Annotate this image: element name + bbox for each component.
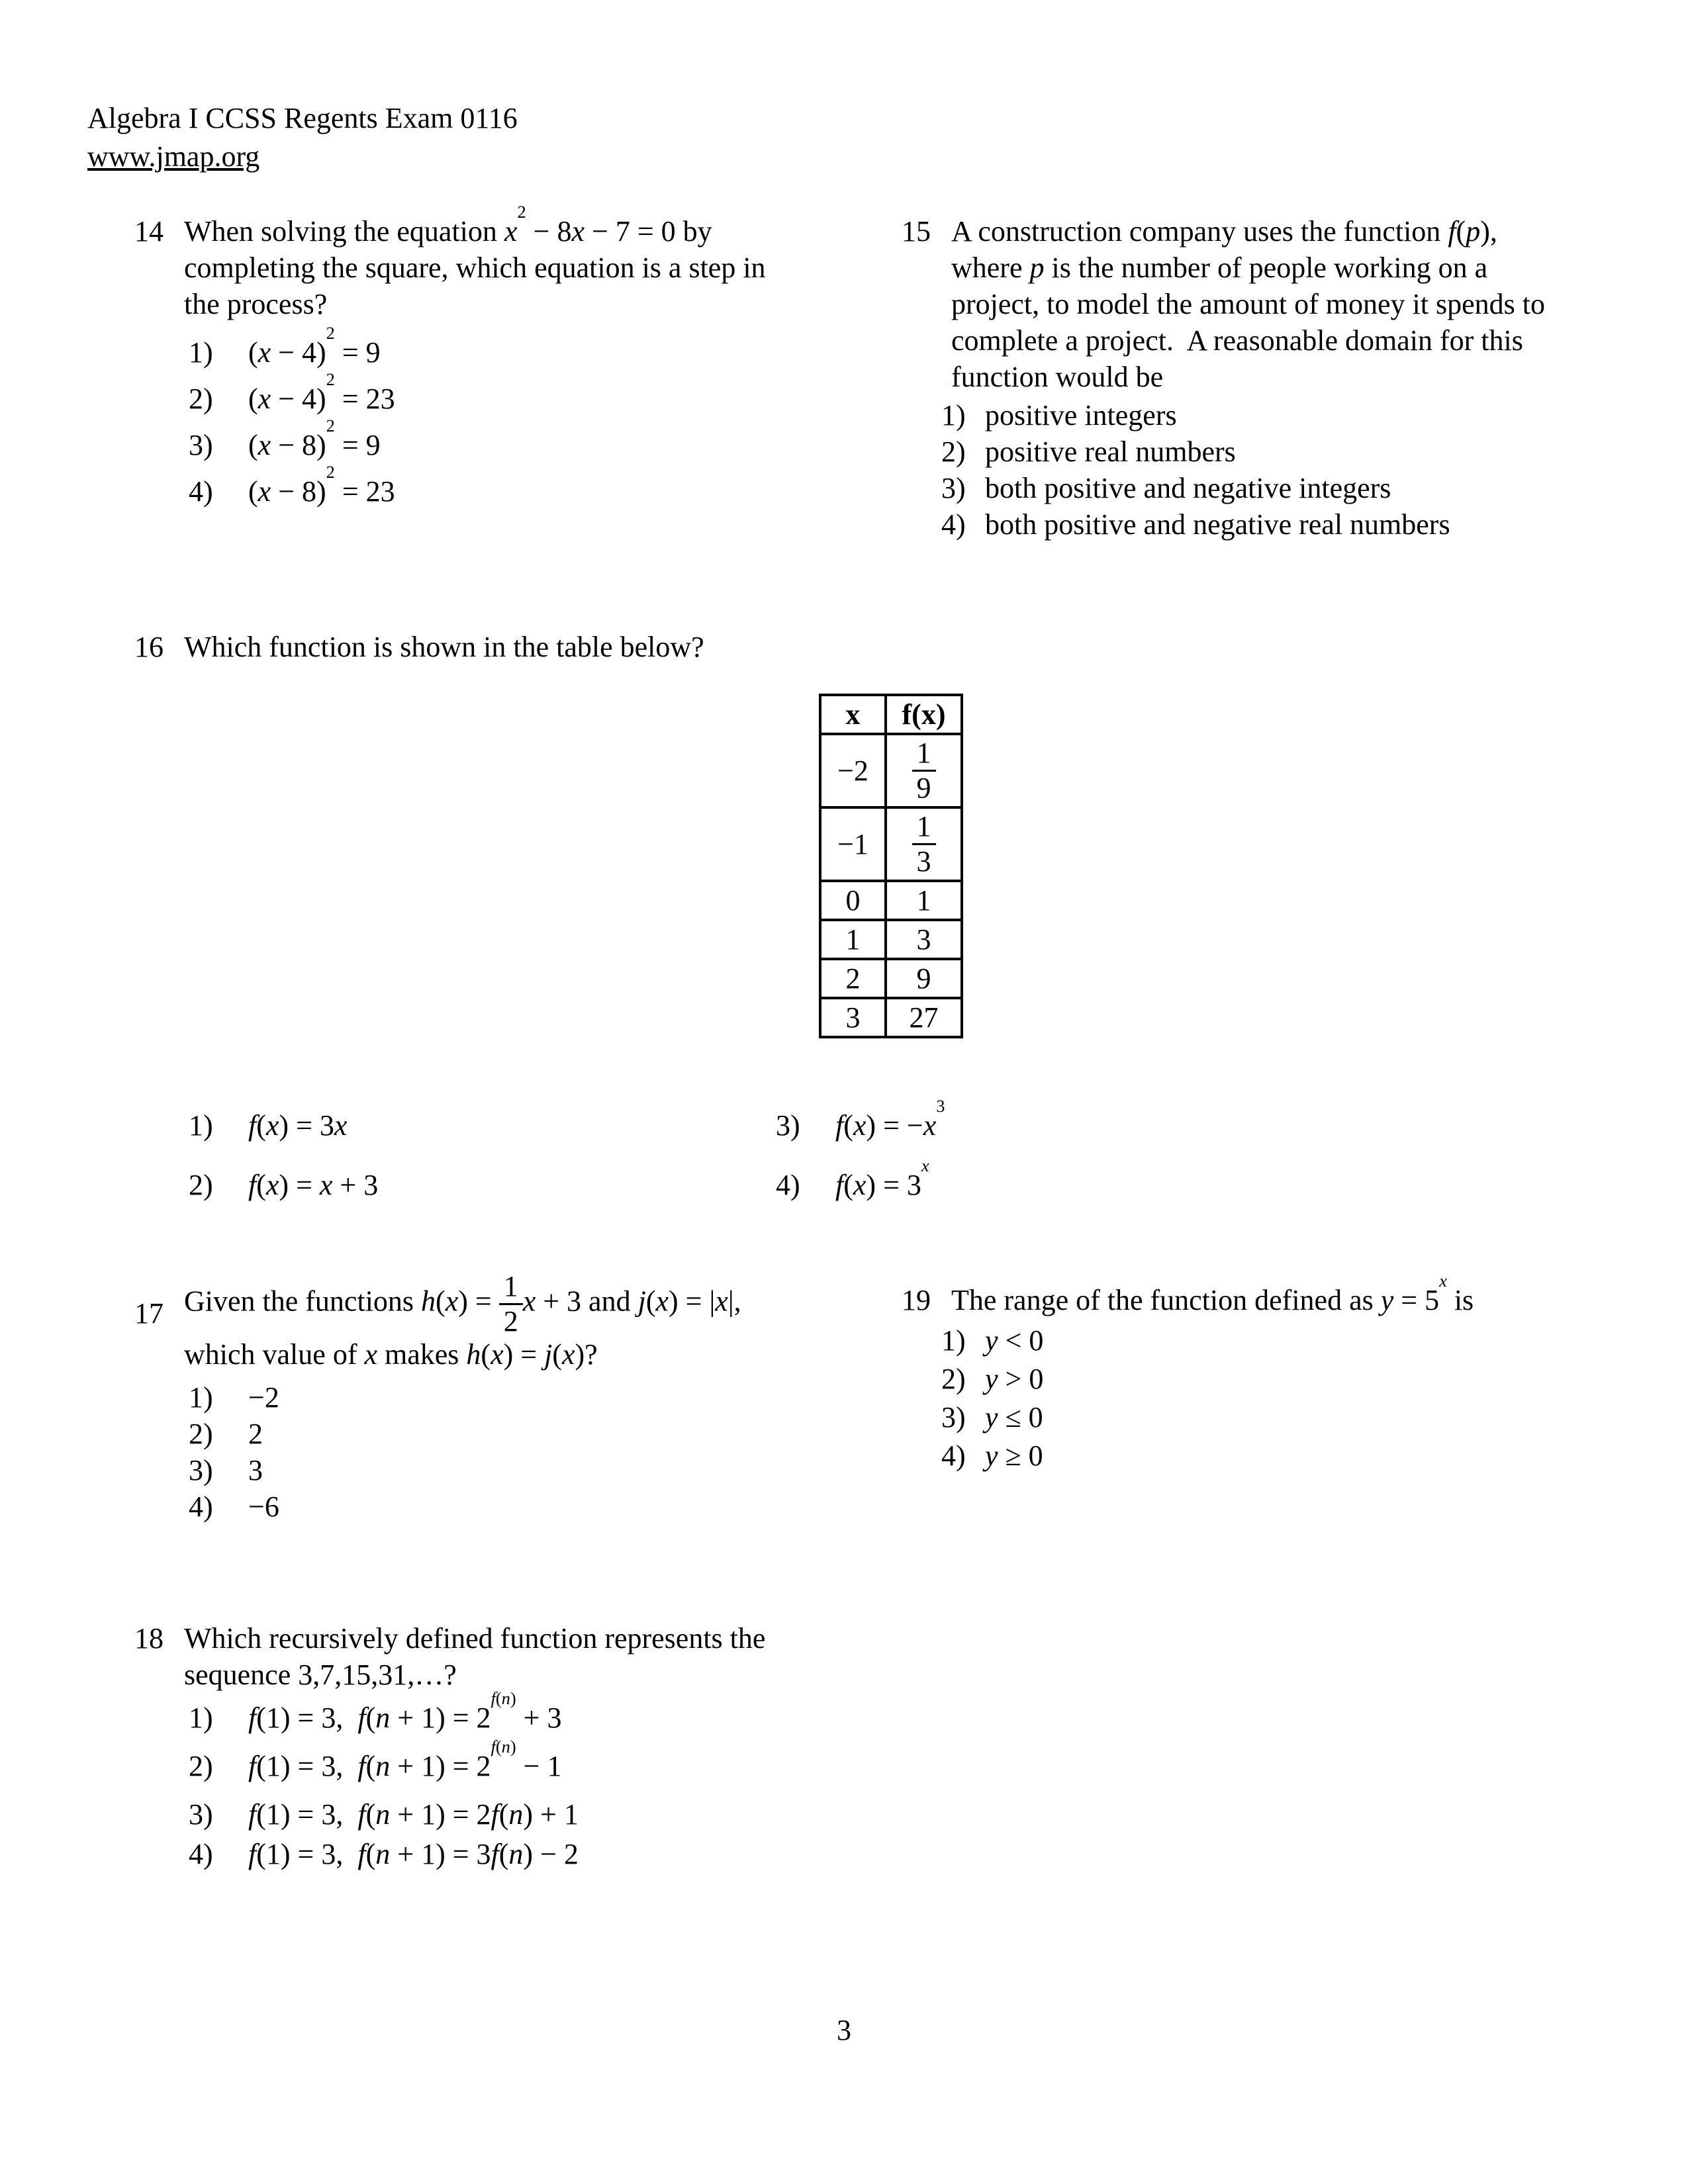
choice-number: 4) xyxy=(941,508,966,541)
prompt-line: A construction company uses the function f(p), xyxy=(951,215,1497,248)
choice-text: $f(x) = -x^3$ xyxy=(835,1096,945,1142)
answer-choices xyxy=(184,1688,876,1872)
choice-number: 1) xyxy=(189,1109,213,1142)
table-cell: 9 xyxy=(886,959,962,998)
table-cell: 0 xyxy=(820,881,886,920)
answer-choice xyxy=(189,1488,803,1525)
answer-choices xyxy=(941,397,1617,543)
document-title: Algebra I CCSS Regents Exam 0116 xyxy=(87,102,518,134)
answer-choice xyxy=(189,1167,771,1203)
choice-number: 4) xyxy=(776,1169,800,1201)
prompt-line: project, to model the amount of money it spends to xyxy=(951,288,1545,320)
answer-choice xyxy=(941,433,1617,470)
prompt-line: The range of the function defined as $y = 5^x$ is xyxy=(951,1271,1474,1316)
prompt-line: where p is the number of people working on a xyxy=(951,251,1488,284)
choice-number: 2) xyxy=(189,1750,213,1782)
table-cell: 27 xyxy=(886,998,962,1037)
choice-number: 4) xyxy=(941,1439,966,1472)
answer-choice xyxy=(941,1322,1617,1359)
answer-choice xyxy=(189,1737,876,1784)
document-url-link[interactable]: www.jmap.org xyxy=(87,140,260,173)
choice-number: 1) xyxy=(189,336,213,369)
answer-choice xyxy=(941,1399,1617,1435)
answer-choice xyxy=(776,1096,1611,1144)
table-cell: 3 xyxy=(886,920,962,959)
answer-choices xyxy=(184,1379,803,1525)
choice-number: 4) xyxy=(189,1838,213,1870)
choice-text: 3 xyxy=(248,1454,263,1486)
table-cell: 2 xyxy=(820,959,886,998)
table-row xyxy=(820,734,962,807)
table-row xyxy=(820,998,962,1037)
choice-text: −2 xyxy=(248,1381,279,1414)
choice-number: 1) xyxy=(189,1381,213,1414)
question-prompt xyxy=(951,213,1617,395)
choice-number: 3) xyxy=(189,429,213,461)
choice-text: $(x - 8)^2 = 23$ xyxy=(248,462,395,508)
choice-text: f(1) = 3, f(n + 1) = 3f(n) − 2 xyxy=(248,1838,579,1870)
choice-number: 3) xyxy=(941,1401,966,1433)
table-cell: 1 xyxy=(886,881,962,920)
prompt-line: Which function is shown in the table below? xyxy=(184,631,704,663)
prompt-line: When solving the equation $x^2 - 8x - 7 = 0$ by xyxy=(184,202,712,248)
answer-choice xyxy=(189,1452,803,1488)
choice-number: 3) xyxy=(189,1454,213,1486)
answer-choice xyxy=(941,506,1617,543)
answer-choice xyxy=(189,1836,876,1872)
choice-number: 2) xyxy=(189,1418,213,1450)
prompt-line: function would be xyxy=(951,361,1164,393)
choice-text: $f(x) = 3^x$ xyxy=(835,1156,929,1201)
table-header-fx: f(x) xyxy=(886,695,962,734)
choice-text: f(1) = 3, $f(n + 1) = 2^{f(n)} + 3$ xyxy=(248,1688,562,1734)
choice-number: 3) xyxy=(941,472,966,504)
answer-choice xyxy=(941,1437,1617,1474)
fraction: $\frac{1}{3}$ xyxy=(912,812,936,876)
answer-choice xyxy=(941,397,1617,433)
answer-choice xyxy=(941,470,1617,506)
table-cell xyxy=(886,734,962,807)
choice-text: positive integers xyxy=(985,399,1177,432)
choice-number: 4) xyxy=(189,1490,213,1523)
table-header-x: x xyxy=(820,695,886,734)
choice-number: 2) xyxy=(941,435,966,468)
prompt-line: sequence 3,7,15,31,…? xyxy=(184,1659,457,1691)
question-15 xyxy=(902,213,1617,543)
choice-text: y ≤ 0 xyxy=(985,1401,1043,1433)
prompt-line: the process? xyxy=(184,288,328,320)
choice-text: both positive and negative integers xyxy=(985,472,1391,504)
choice-number: 3) xyxy=(776,1109,800,1142)
question-17 xyxy=(134,1272,803,1525)
choice-number: 2) xyxy=(941,1363,966,1395)
question-prompt xyxy=(184,629,1611,665)
question-prompt xyxy=(951,1271,1617,1318)
prompt-line: Which recursively defined function represents the xyxy=(184,1622,766,1655)
choice-number: 1) xyxy=(941,399,966,432)
document-header xyxy=(87,99,518,176)
choice-number: 2) xyxy=(189,383,213,415)
choice-text: y ≥ 0 xyxy=(985,1439,1043,1472)
question-14 xyxy=(134,202,803,520)
table-cell: 1 xyxy=(820,920,886,959)
table-cell: −1 xyxy=(820,807,886,881)
prompt-line: which value of x makes h(x) = j(x)? xyxy=(184,1338,598,1371)
answer-choice xyxy=(189,1688,876,1736)
choice-number: 3) xyxy=(189,1798,213,1831)
question-prompt xyxy=(184,1620,876,1693)
question-number: 15 xyxy=(902,215,931,248)
question-prompt xyxy=(184,1272,803,1373)
choice-text: −6 xyxy=(248,1490,279,1523)
table-row xyxy=(820,959,962,998)
answer-choice xyxy=(776,1156,1611,1203)
table-header-row xyxy=(820,695,962,734)
choice-text: $(x - 8)^2 = 9$ xyxy=(248,416,381,461)
fraction: $\frac{1}{9}$ xyxy=(912,739,936,803)
answer-choice xyxy=(189,462,803,510)
choice-text: y > 0 xyxy=(985,1363,1044,1395)
answer-choice xyxy=(189,1416,803,1452)
question-18 xyxy=(134,1620,876,1876)
choice-text: $(x - 4)^2 = 9$ xyxy=(248,323,381,369)
answer-choice xyxy=(189,1379,803,1416)
answer-choices xyxy=(941,1322,1617,1474)
table-cell: −2 xyxy=(820,734,886,807)
fraction: $\frac{1}{2}$ xyxy=(499,1272,523,1336)
answer-choice xyxy=(189,369,803,417)
question-number: 19 xyxy=(902,1284,931,1316)
prompt-line: complete a project. A reasonable domain for this xyxy=(951,324,1523,357)
choice-number: 1) xyxy=(189,1702,213,1734)
answer-choices xyxy=(184,323,803,510)
table-row xyxy=(820,807,962,881)
answer-choice xyxy=(941,1361,1617,1397)
table-cell: 3 xyxy=(820,998,886,1037)
choice-text: f(1) = 3, $f(n + 1) = 2^{f(n)} - 1$ xyxy=(248,1737,562,1782)
question-prompt xyxy=(184,202,803,322)
prompt-line: Given the functions h(x) = $\frac{1}{2}$ x + 3 and j(x) = |x|, xyxy=(184,1270,741,1338)
answer-choice xyxy=(189,1796,876,1833)
choice-number: 2) xyxy=(189,1169,213,1201)
answer-choice xyxy=(189,1107,771,1144)
question-number: 18 xyxy=(134,1622,164,1655)
question-19 xyxy=(902,1271,1617,1476)
table-cell xyxy=(886,807,962,881)
choice-text: f(1) = 3, f(n + 1) = 2f(n) + 1 xyxy=(248,1798,579,1831)
choice-number: 4) xyxy=(189,475,213,508)
answer-choices xyxy=(184,1096,1611,1203)
page-number: 3 xyxy=(837,2014,851,2046)
answer-choice xyxy=(189,323,803,371)
question-16 xyxy=(134,629,1611,1203)
choice-text: y < 0 xyxy=(985,1324,1044,1357)
choice-text: both positive and negative real numbers xyxy=(985,508,1450,541)
choice-text: 2 xyxy=(248,1418,263,1450)
choice-number: 1) xyxy=(941,1324,966,1357)
choice-text: f(x) = x + 3 xyxy=(248,1169,379,1201)
question-number: 16 xyxy=(134,631,164,663)
table-row xyxy=(820,920,962,959)
question-number: 17 xyxy=(134,1297,164,1330)
choice-text: f(x) = 3x xyxy=(248,1109,348,1142)
prompt-line: completing the square, which equation is a step in xyxy=(184,251,766,284)
function-table xyxy=(819,694,963,1038)
table-row xyxy=(820,881,962,920)
question-number: 14 xyxy=(134,215,164,248)
choice-text: positive real numbers xyxy=(985,435,1236,468)
choice-text: $(x - 4)^2 = 23$ xyxy=(248,369,395,415)
answer-choice xyxy=(189,416,803,463)
